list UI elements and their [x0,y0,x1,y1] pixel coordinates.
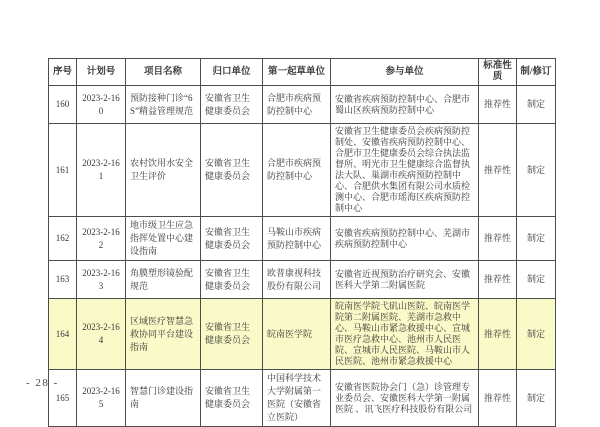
cell-revision-type: 制定 [517,124,556,217]
page-number: - 28 - [26,377,59,389]
cell-plan-no: 2023-2-160 [77,86,126,124]
cell-first-drafting-unit: 皖南医学院 [263,299,331,370]
cell-competent-unit: 安徽省卫生健康委员会 [201,86,263,124]
cell-project-name: 智慧门诊建设指南 [126,370,201,427]
standards-plan-table [48,58,556,427]
cell-index: 160 [49,86,77,124]
cell-plan-no: 2023-2-161 [77,124,126,217]
table-row [49,124,556,217]
cell-participating-units: 安徽省卫生健康委员会疾病预防控制处、安徽省疾病预防控制中心、合肥市卫生健康委员会综合执法监督所、明光市卫生健康综合监督执法大队、巢湖市疾病预防控制中心、合肥供水集团有限公司水质检测中心、合肥市瑶海区疾病预防控制中心 [331,124,479,217]
col-header-plan-no: 计划号 [77,59,126,86]
cell-first-drafting-unit: 中国科学技术大学附属第一医院（安徽省立医院） [263,370,331,427]
cell-revision-type: 制定 [517,299,556,370]
cell-index: 162 [49,217,77,261]
cell-index: 165 [49,370,77,427]
cell-participating-units: 安徽省疾病预防控制中心、合肥市蜀山区疾病预防控制中心 [331,86,479,124]
table-row-highlighted [49,299,556,370]
cell-project-name: 区域医疗智慧急救协同平台建设指南 [126,299,201,370]
cell-competent-unit: 安徽省卫生健康委员会 [201,217,263,261]
cell-index: 163 [49,261,77,299]
table-row [49,261,556,299]
cell-competent-unit: 安徽省卫生健康委员会 [201,124,263,217]
cell-standard-nature: 推荐性 [479,124,517,217]
cell-plan-no: 2023-2-164 [77,299,126,370]
cell-participating-units: 安徽省医院协会门（急）诊管理专业委员会、安徽医科大学第一附属医院 、讯飞医疗科技股份有限公司 [331,370,479,427]
col-header-participating-units: 参与单位 [331,59,479,86]
table-row [49,370,556,427]
cell-project-name: 预防接种门诊“6S”精益管理规范 [126,86,201,124]
cell-standard-nature: 推荐性 [479,370,517,427]
cell-standard-nature: 推荐性 [479,261,517,299]
cell-project-name: 角膜塑形镜验配规范 [126,261,201,299]
table-row [49,217,556,261]
cell-participating-units: 安徽省疾病预防控制中心、芜湖市疾病预防控制中心 [331,217,479,261]
cell-revision-type: 制定 [517,86,556,124]
cell-index: 164 [49,299,77,370]
cell-participating-units: 安徽省近视预防治疗研究会、安徽医科大学第二附属医院 [331,261,479,299]
cell-competent-unit: 安徽省卫生健康委员会 [201,370,263,427]
cell-project-name: 地市级卫生应急指挥处置中心建设指南 [126,217,201,261]
cell-revision-type: 制定 [517,261,556,299]
col-header-index: 序号 [49,59,77,86]
cell-participating-units: 皖南医学院弋矶山医院、皖南医学院第二附属医院、芜湖市急救中心、马鞍山市紧急救援中心、宣城市医疗急救中心、池州市人民医院、宣城市人民医院、马鞍山市人民医院、池州市紧急救援中心 [331,299,479,370]
cell-standard-nature: 推荐性 [479,86,517,124]
table-row [49,86,556,124]
cell-plan-no: 2023-2-165 [77,370,126,427]
cell-revision-type: 制定 [517,217,556,261]
cell-plan-no: 2023-2-163 [77,261,126,299]
cell-standard-nature: 推荐性 [479,217,517,261]
cell-revision-type: 制定 [517,370,556,427]
col-header-standard-nature: 标准性质 [479,59,517,86]
cell-first-drafting-unit: 合肥市疾病预防控制中心 [263,124,331,217]
cell-competent-unit: 安徽省卫生健康委员会 [201,299,263,370]
cell-first-drafting-unit: 欧普康视科技股份有限公司 [263,261,331,299]
col-header-project-name: 项目名称 [126,59,201,86]
cell-index: 161 [49,124,77,217]
cell-plan-no: 2023-2-162 [77,217,126,261]
col-header-competent-unit: 归口单位 [201,59,263,86]
col-header-revision-type: 制/修订 [517,59,556,86]
col-header-first-drafting-unit: 第一起草单位 [263,59,331,86]
cell-standard-nature: 推荐性 [479,299,517,370]
table-header-row [49,59,556,86]
cell-project-name: 农村饮用水安全卫生评价 [126,124,201,217]
cell-first-drafting-unit: 马鞍山市疾病预防控制中心 [263,217,331,261]
cell-first-drafting-unit: 合肥市疾病预防控制中心 [263,86,331,124]
cell-competent-unit: 安徽省卫生健康委员会 [201,261,263,299]
